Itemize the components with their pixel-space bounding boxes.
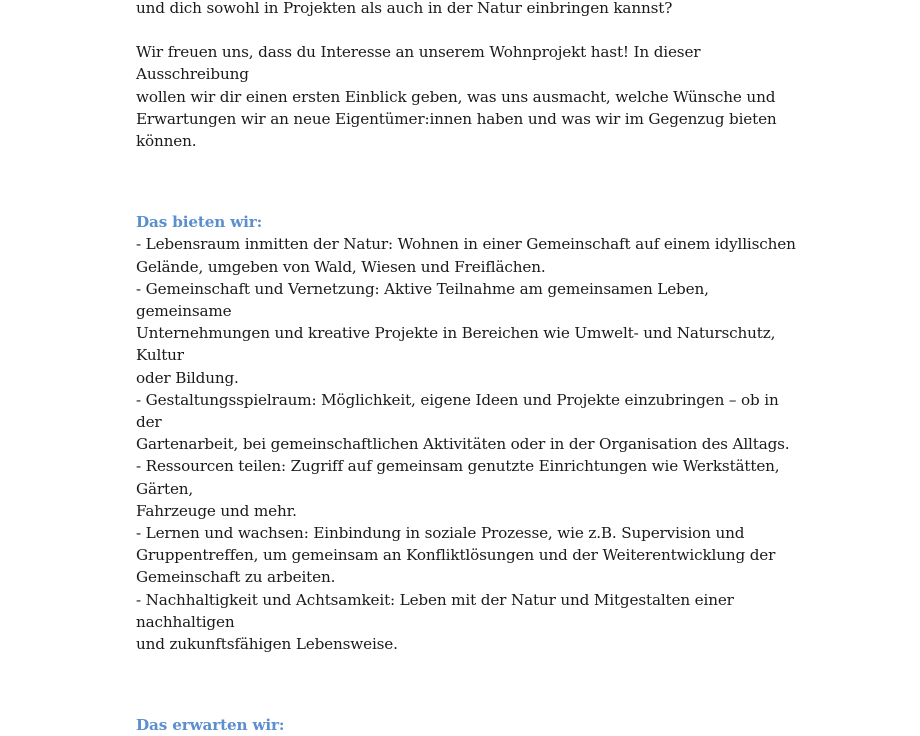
offer-item-nature: - Lebensraum inmitten der Natur: Wohnen in einer Gemeinschaft auf einem idyllischen Gelände, umgeben von Wald, Wiesen und Freiflächen. bbox=[136, 235, 796, 276]
document-body bbox=[136, 0, 796, 736]
section-spacer bbox=[136, 655, 796, 714]
offer-item-community: - Gemeinschaft und Vernetzung: Aktive Teilnahme am gemeinsamen Leben, gemeinsame Unternehmungen und kreative Projekte in Bereichen wie Umwelt- und Naturschutz, Kultur oder Bildung. bbox=[136, 279, 776, 387]
welcome-paragraph: Wir freuen uns, dass du Interesse an unserem Wohnprojekt hast! In dieser Ausschreibung wollen wir dir einen ersten Einblick geben, was uns ausmacht, welche Wünsche und Erwartungen wir an neue Eigentümer:innen haben und was wir im Gegenzug bieten können. bbox=[136, 43, 777, 151]
offer-item-learning: - Lernen und wachsen: Einbindung in soziale Prozesse, wie z.B. Supervision und Gruppentreffen, um gemeinsam an Konfliktlösungen und der Weiterentwicklung der Gemeinschaft zu arbeiten. bbox=[136, 524, 776, 587]
offer-item-shared-resources: - Ressourcen teilen: Zugriff auf gemeinsam genutzte Einrichtungen wie Werkstätten, Gärten, Fahrzeuge und mehr. bbox=[136, 457, 780, 520]
paragraph-spacer bbox=[136, 19, 796, 41]
section-spacer bbox=[136, 152, 796, 211]
offer-item-creative-freedom: - Gestaltungsspielraum: Möglichkeit, eigene Ideen und Projekte einzubringen – ob in der Gartenarbeit, bei gemeinschaftlichen Aktivitäten oder in der Organisation des Alltags. bbox=[136, 390, 790, 454]
offer-list bbox=[136, 233, 796, 655]
offer-item-sustainability: - Nachhaltigkeit und Achtsamkeit: Leben mit der Natur und Mitgestalten einer nachhaltigen und zukunftsfähigen Lebensweise. bbox=[136, 590, 734, 654]
offer-heading: Das bieten wir: bbox=[136, 213, 263, 232]
expect-heading: Das erwarten wir: bbox=[136, 716, 285, 735]
intro-tail-paragraph: und dich sowohl in Projekten als auch in der Natur einbringen kannst? bbox=[136, 0, 673, 17]
